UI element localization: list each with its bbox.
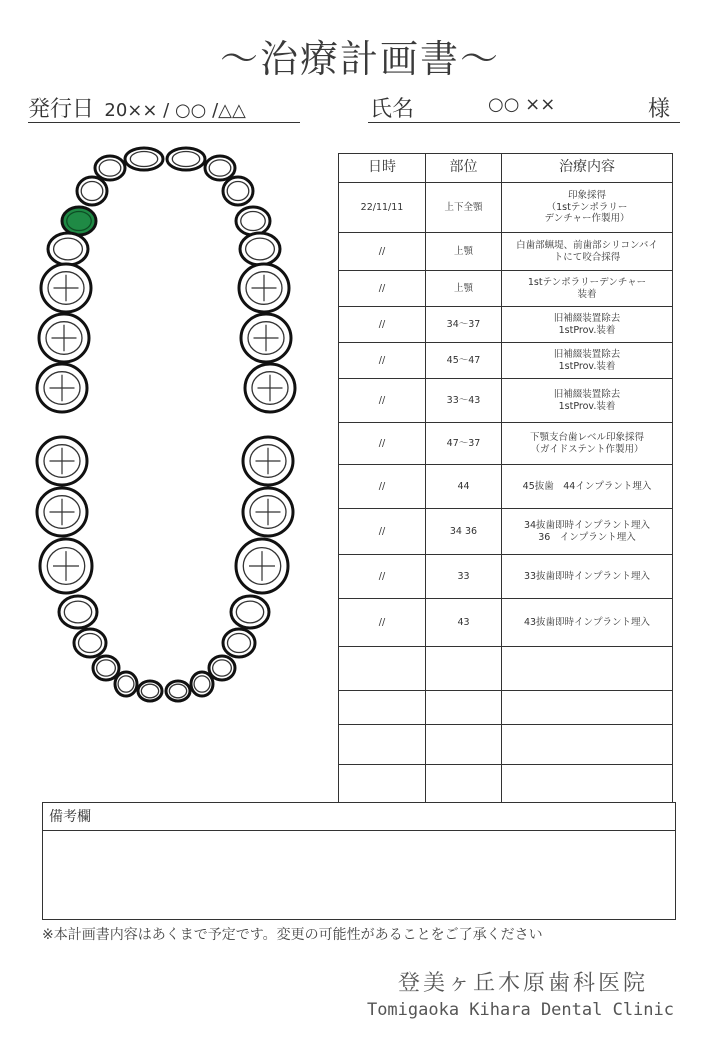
cell-site: 45〜47 — [426, 343, 502, 379]
lower-left-3 — [209, 656, 235, 680]
table-row — [339, 271, 673, 307]
clinic-name-en: Tomigaoka Kihara Dental Clinic — [366, 1000, 674, 1020]
tooth-chart — [24, 138, 324, 708]
lower-right-4 — [74, 629, 106, 657]
cell-site: 34〜37 — [426, 307, 502, 343]
table-row — [339, 725, 673, 765]
treatment-plan-table — [338, 153, 673, 803]
cell-date — [339, 725, 426, 765]
issue-date-label: 発行日 — [28, 97, 95, 122]
table-row — [339, 183, 673, 233]
table-row — [339, 233, 673, 271]
honorific: 様 — [647, 97, 670, 122]
upper-right-3 — [77, 177, 107, 205]
page-title: 〜治療計画書〜 — [219, 37, 500, 81]
patient-name-value: ○○ ×× — [488, 94, 556, 115]
remarks-label: 備考欄 — [43, 803, 675, 831]
cell-date: // — [339, 423, 426, 465]
cell-date: // — [339, 307, 426, 343]
table-row — [339, 691, 673, 725]
cell-date — [339, 765, 426, 803]
upper-left-3 — [223, 177, 253, 205]
table-row — [339, 423, 673, 465]
lower-left-5 — [231, 596, 269, 628]
upper-left-2 — [205, 156, 235, 180]
issue-date-value: 20×× / ○○ /△△ — [104, 100, 246, 121]
upper-left-1 — [167, 148, 205, 170]
disclaimer-note: ※本計画書内容はあくまで予定です。変更の可能性があることをご了承ください — [42, 927, 543, 943]
cell-site: 上顎 — [426, 233, 502, 271]
lower-left-4 — [223, 629, 255, 657]
header-date: 日時 — [339, 154, 426, 183]
patient-name-label: 氏名 — [370, 97, 415, 122]
cell-site: 47〜37 — [426, 423, 502, 465]
cell-date: // — [339, 465, 426, 509]
clinic-name-ja: 登美ヶ丘木原歯科医院 — [397, 971, 648, 996]
cell-site — [426, 647, 502, 691]
cell-date: // — [339, 599, 426, 647]
upper-right-2 — [95, 156, 125, 180]
upper-right-4 — [62, 207, 96, 235]
upper-left-8 — [245, 364, 295, 412]
table-row — [339, 765, 673, 803]
cell-site — [426, 691, 502, 725]
lower-right-1 — [138, 681, 162, 701]
table-row — [339, 379, 673, 423]
upper-right-6 — [41, 264, 91, 312]
cell-site: 33〜43 — [426, 379, 502, 423]
cell-content — [502, 765, 673, 803]
cell-date: // — [339, 379, 426, 423]
lower-left-7 — [243, 488, 293, 536]
lower-right-6 — [40, 539, 92, 593]
cell-site — [426, 765, 502, 803]
header-site: 部位 — [426, 154, 502, 183]
cell-content: 1stテンポラリーデンチャー 装着 — [502, 271, 673, 307]
table-row — [339, 465, 673, 509]
cell-content — [502, 647, 673, 691]
cell-content: 印象採得 （1stテンポラリー デンチャー作製用） — [502, 183, 673, 233]
upper-left-7 — [241, 314, 291, 362]
cell-content: 下顎支台歯レベル印象採得 （ガイドステント作製用） — [502, 423, 673, 465]
lower-left-6 — [236, 539, 288, 593]
table-row — [339, 599, 673, 647]
table-row — [339, 555, 673, 599]
patient-name-field — [368, 92, 680, 123]
cell-date: // — [339, 509, 426, 555]
cell-site — [426, 725, 502, 765]
cell-site: 34 36 — [426, 509, 502, 555]
cell-content: 34抜歯即時インプラント埋入 36 インプラント埋入 — [502, 509, 673, 555]
lower-left-2 — [191, 672, 213, 696]
cell-site: 33 — [426, 555, 502, 599]
cell-date: 22/11/11 — [339, 183, 426, 233]
issue-date-field — [28, 92, 300, 123]
lower-left-8 — [243, 437, 293, 485]
table-row — [339, 307, 673, 343]
remarks-box — [42, 802, 676, 920]
cell-site: 44 — [426, 465, 502, 509]
cell-content: 旧補綴装置除去 1stProv.装着 — [502, 307, 673, 343]
cell-content: 旧補綴装置除去 1stProv.装着 — [502, 343, 673, 379]
cell-site: 上顎 — [426, 271, 502, 307]
table-row — [339, 509, 673, 555]
lower-right-7 — [37, 488, 87, 536]
lower-right-5 — [59, 596, 97, 628]
table-body — [339, 183, 673, 803]
lower-right-3 — [93, 656, 119, 680]
cell-content: 45抜歯 44インプラント埋入 — [502, 465, 673, 509]
table-row — [339, 343, 673, 379]
cell-content: 43抜歯即時インプラント埋入 — [502, 599, 673, 647]
cell-date — [339, 647, 426, 691]
cell-content: 33抜歯即時インプラント埋入 — [502, 555, 673, 599]
lower-right-8 — [37, 437, 87, 485]
upper-left-4 — [236, 207, 270, 235]
upper-right-8 — [37, 364, 87, 412]
cell-date: // — [339, 555, 426, 599]
cell-content — [502, 725, 673, 765]
cell-content: 旧補綴装置除去 1stProv.装着 — [502, 379, 673, 423]
upper-right-7 — [39, 314, 89, 362]
cell-date — [339, 691, 426, 725]
cell-site: 43 — [426, 599, 502, 647]
cell-date: // — [339, 271, 426, 307]
lower-right-2 — [115, 672, 137, 696]
cell-content — [502, 691, 673, 725]
lower-left-1 — [166, 681, 190, 701]
table-header-row — [339, 154, 673, 183]
cell-date: // — [339, 233, 426, 271]
table-row — [339, 647, 673, 691]
cell-site: 上下全顎 — [426, 183, 502, 233]
header-content: 治療内容 — [502, 154, 673, 183]
remarks-content[interactable] — [43, 831, 675, 919]
upper-right-1 — [125, 148, 163, 170]
cell-content: 白歯部蝋堤、前歯部シリコンバイ トにて咬合採得 — [502, 233, 673, 271]
cell-date: // — [339, 343, 426, 379]
upper-left-6 — [239, 264, 289, 312]
upper-right-5 — [48, 233, 88, 265]
upper-left-5 — [240, 233, 280, 265]
